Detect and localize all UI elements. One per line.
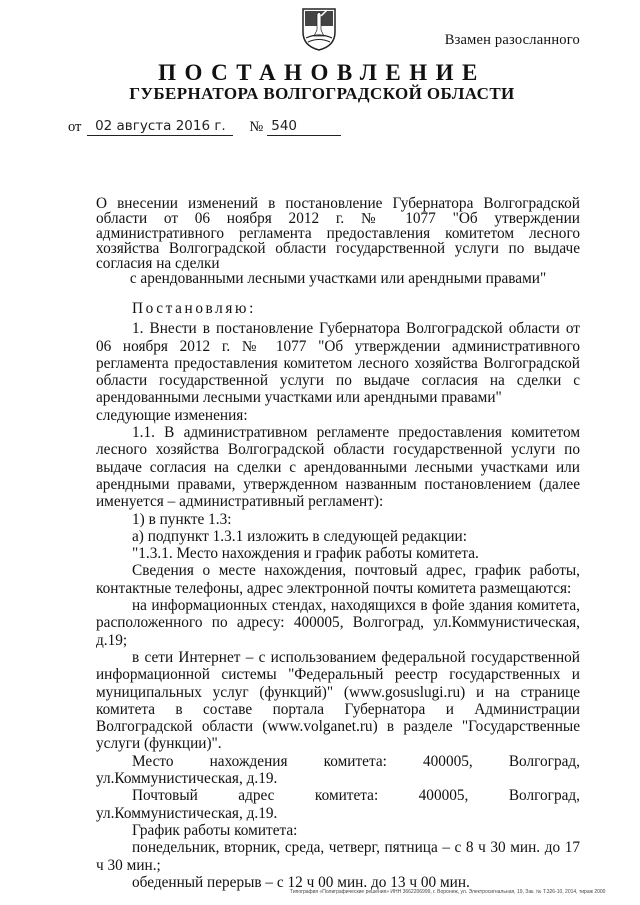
printer-footer: Типография «Полиграфические решения» ИНН 3662206999, г. Воронеж, ул. Электросигнальная, 19, Зак. № Т.326-10, 2014, тираж 2000 xyxy=(290,889,606,895)
paragraph: Сведения о месте нахождения, почтовый адрес, график работы, контактные телефоны, адрес электронной почты комитета размещаются: xyxy=(96,562,580,597)
paragraph: понедельник, вторник, среда, четверг, пятница – с 8 ч 30 мин. до 17 ч 30 мин.; xyxy=(96,839,580,874)
from-label: от xyxy=(68,119,82,135)
paragraph: на информационных стендах, находящихся в фойе здания комитета, расположенного по адресу: 400005, Волгоград, ул.Коммунистическая, д.19; xyxy=(96,597,580,649)
dateline xyxy=(68,118,341,136)
document-issuer: ГУБЕРНАТОРА ВОЛГОГРАДСКОЙ ОБЛАСТИ xyxy=(129,84,515,103)
stamp-note: Взамен разосланного xyxy=(444,32,580,48)
paragraph: 1) в пункте 1.3: xyxy=(132,510,232,528)
volgograd-coat-of-arms-icon xyxy=(300,6,338,52)
paragraph: Почтовый адрес комитета: 400005, Волгоград, ул.Коммунистическая, д.19. xyxy=(96,787,580,822)
postanovlyayu-heading: Постановляю: xyxy=(132,300,256,317)
number-sign: № xyxy=(249,119,264,135)
date-value: 02 августа 2016 г. xyxy=(87,118,233,136)
paragraph: в сети Интернет – с использованием федеральной государственной информационной системы "Федеральный реестр государственных и муниципальных услуг (функций)" (www.gosuslugi.ru) и на странице комитета в составе портала Губернатора и Администрации Волгоградской области (www.volganet.ru) в разделе "Государственные услуги (функции)". xyxy=(96,648,580,753)
paragraph: "1.3.1. Место нахождения и график работы комитета. xyxy=(132,545,479,563)
number-value: 540 xyxy=(267,118,341,136)
paragraph: обеденный перерыв – с 12 ч 00 мин. до 13 ч 00 мин. xyxy=(132,873,470,891)
paragraph: График работы комитета: xyxy=(132,821,298,839)
document-subject xyxy=(96,196,580,286)
subject-line: О внесении изменений в постановление Губернатора Волгоградской области от 06 ноября 2012 г. № 1077 "Об утверждении административного регламента предоставления комитетом лесного хозяйства Волгоградской области государственной услуги по выдаче согласия на сделки xyxy=(96,195,580,272)
subject-line: с арендованными лесными участками или арендными правами" xyxy=(129,270,547,287)
paragraph: 1. Внести в постановление Губернатора Волгоградской области от 06 ноября 2012 г. № 1077 "Об утверждении административного регламента предоставления комитетом лесного хозяйства Волгоградской области государственной услуги по выдаче согласия на сделки с арендованными лесными участками или арендными правами" xyxy=(96,320,580,407)
paragraph: следующие изменения: xyxy=(96,406,248,424)
document-body xyxy=(96,300,580,891)
paragraph: 1.1. В административном регламенте предоставления комитетом лесного хозяйства Волгоградской области государственной услуги по выдаче согласия на сделки с арендованными лесными участками или арендными правами, утвержденном названным постановлением (далее именуется – административный регламент): xyxy=(96,424,580,511)
paragraph: а) подпункт 1.3.1 изложить в следующей редакции: xyxy=(132,527,467,545)
document-title: ПОСТАНОВЛЕНИЕ xyxy=(158,60,486,85)
paragraph: Место нахождения комитета: 400005, Волгоград, ул.Коммунистическая, д.19. xyxy=(96,752,580,788)
